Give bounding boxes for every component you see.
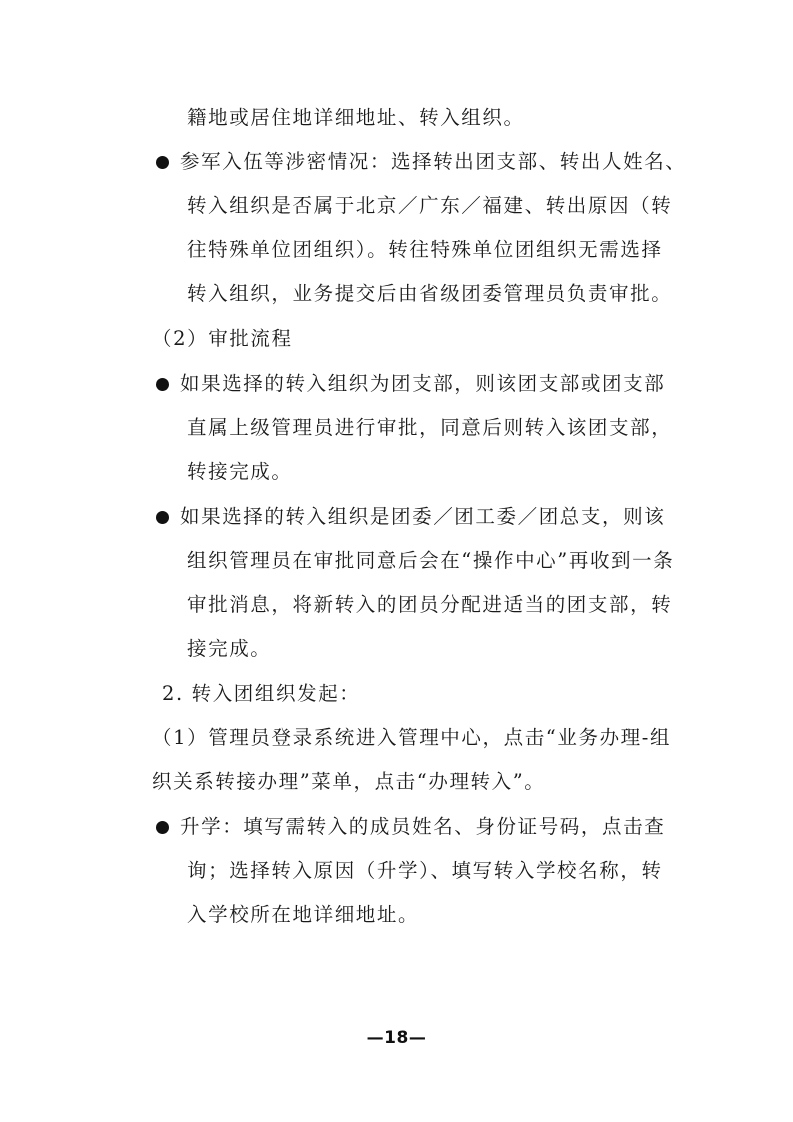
paragraph-line: 转入组织，业务提交后由省级团委管理员负责审批。 [187, 282, 673, 305]
paragraph-line: 参军入伍等涉密情况：选择转出团支部、转出人姓名、 [180, 150, 687, 173]
paragraph-line: 如果选择的转入组织为团支部，则该团支部或团支部 [180, 372, 666, 395]
section-heading: 2. 转入团组织发起： [162, 682, 361, 705]
paragraph-line: （1）管理员登录系统进入管理中心，点击“业务办理-组 [152, 726, 672, 749]
paragraph-line: 组织管理员在审批同意后会在“操作中心”再收到一条 [187, 549, 675, 572]
paragraph-line: 直属上级管理员进行审批，同意后则转入该团支部， [187, 416, 673, 439]
bullet-icon [156, 511, 169, 524]
page-number: —18— [366, 1028, 427, 1048]
paragraph-line: 如果选择的转入组织是团委／团工委／团总支，则该 [180, 505, 666, 528]
section-heading: （2）审批流程 [152, 327, 293, 350]
paragraph-line: 审批消息，将新转入的团员分配进适当的团支部，转 [187, 593, 673, 616]
paragraph-line: 织关系转接办理”菜单，点击“办理转入”。 [152, 770, 546, 793]
paragraph-line: 籍地或居住地详细地址、转入组织。 [187, 106, 525, 129]
bullet-icon [156, 156, 169, 169]
paragraph-line: 入学校所在地详细地址。 [187, 903, 420, 926]
paragraph-line: 转接完成。 [187, 460, 293, 483]
paragraph-line: 往特殊单位团组织）。转往特殊单位团组织无需选择 [187, 238, 663, 261]
paragraph-line: 升学：填写需转入的成员姓名、身份证号码，点击查 [180, 815, 666, 838]
bullet-icon [156, 821, 169, 834]
bullet-icon [156, 378, 169, 391]
paragraph-line: 转入组织是否属于北京／广东／福建、转出原因（转 [187, 194, 673, 217]
paragraph-line: 接完成。 [187, 637, 272, 660]
paragraph-line: 询；选择转入原因（升学）、填写转入学校名称，转 [187, 859, 663, 882]
